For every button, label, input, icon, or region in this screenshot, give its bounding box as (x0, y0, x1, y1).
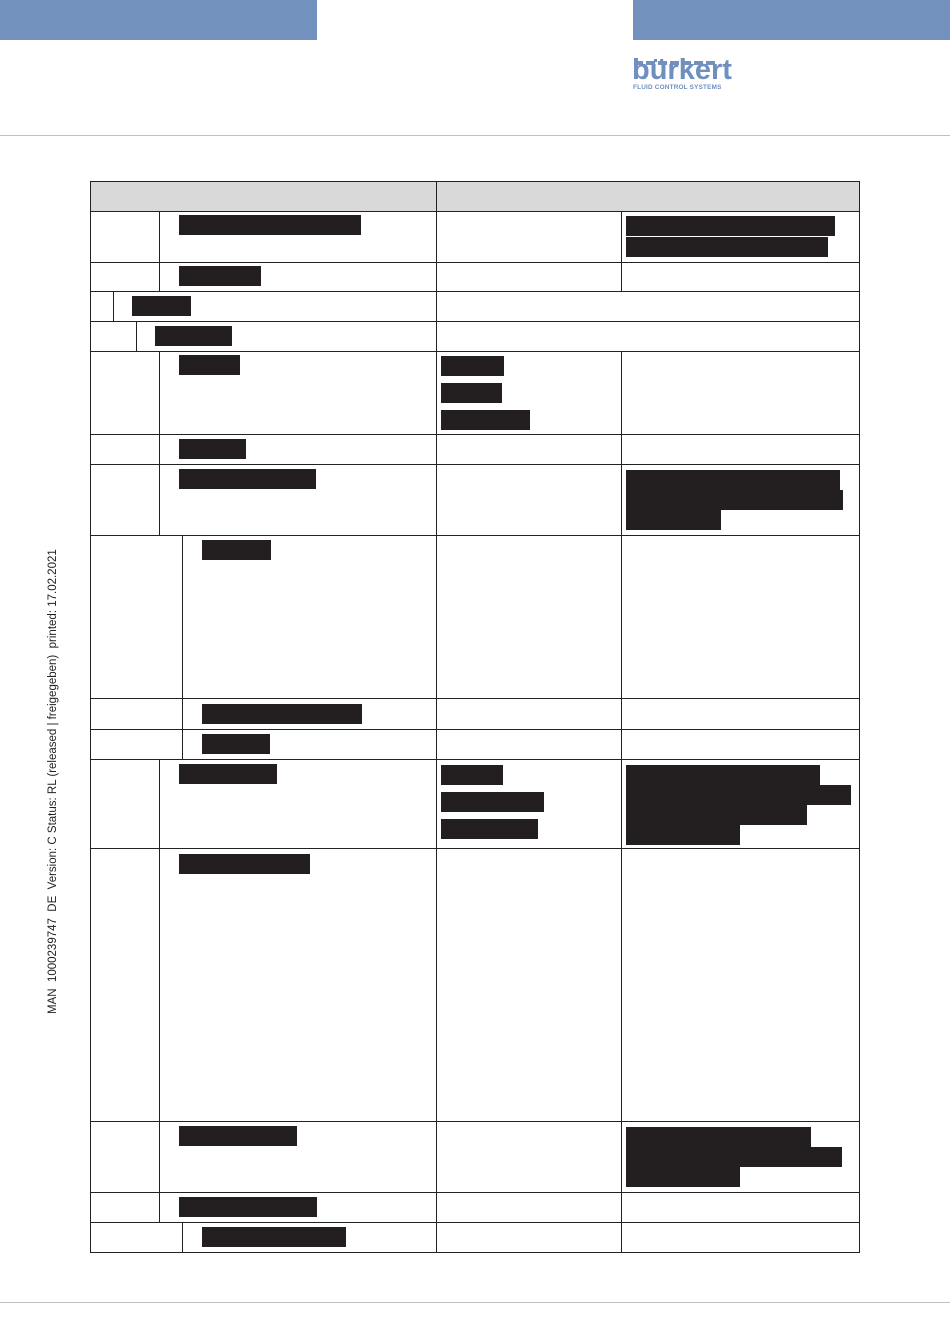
redacted-text (179, 355, 240, 375)
indent-line (159, 351, 160, 535)
redacted-text (441, 792, 544, 812)
header-band-right (633, 0, 950, 40)
table-border-left (90, 181, 91, 1253)
redacted-text (179, 1197, 317, 1217)
row-divider (90, 434, 860, 435)
indent-line (159, 262, 160, 291)
redacted-text (441, 819, 538, 839)
redacted-text (179, 1126, 297, 1146)
redacted-text (179, 439, 246, 459)
indent-line (113, 291, 114, 321)
table-border-right (859, 181, 860, 1253)
redacted-text (626, 1147, 842, 1167)
redacted-text (179, 469, 316, 489)
header-band-left (0, 0, 317, 40)
table-header-row (90, 181, 860, 211)
row-divider (90, 291, 860, 292)
row-divider (90, 262, 860, 263)
indent-line (182, 535, 183, 759)
redacted-text (626, 825, 740, 845)
redacted-text (179, 215, 361, 235)
table-border-bottom (90, 1252, 860, 1253)
column-divider (436, 181, 437, 1253)
row-divider (90, 211, 860, 212)
redacted-text (441, 765, 503, 785)
redacted-text (132, 296, 191, 316)
redacted-text (626, 805, 807, 825)
redacted-text (441, 410, 530, 430)
row-divider (90, 729, 860, 730)
document-status-text: MAN 1000239747 DE Version: C Status: RL (released | freigegeben) printed: 17.02.2021 (47, 549, 59, 1014)
redacted-text (179, 854, 310, 874)
brand-logo (632, 52, 732, 96)
redacted-text (626, 1167, 740, 1187)
row-divider (90, 698, 860, 699)
row-divider (90, 1222, 860, 1223)
redacted-text (179, 266, 261, 286)
row-divider (90, 351, 860, 352)
brand-name: bürkert (632, 54, 732, 86)
indent-line (159, 759, 160, 1222)
row-divider (90, 535, 860, 536)
row-divider (90, 464, 860, 465)
footer-divider (0, 1302, 950, 1303)
redacted-text (202, 540, 271, 560)
redacted-text (626, 785, 851, 805)
redacted-text (626, 216, 835, 236)
table-border-top (90, 181, 860, 182)
redacted-text (626, 470, 840, 490)
row-divider (90, 1121, 860, 1122)
row-divider (90, 1192, 860, 1193)
redacted-text (626, 237, 828, 257)
row-divider (90, 759, 860, 760)
brand-tagline: FLUID CONTROL SYSTEMS (633, 84, 722, 91)
parameter-table (90, 181, 860, 1253)
header-divider (0, 135, 950, 136)
redacted-text (626, 1127, 811, 1147)
redacted-text (626, 490, 843, 510)
redacted-text (626, 765, 820, 785)
redacted-text (202, 704, 362, 724)
redacted-text (179, 764, 277, 784)
redacted-text (202, 1227, 346, 1247)
indent-line (159, 211, 160, 262)
redacted-text (626, 510, 721, 530)
row-divider (90, 848, 860, 849)
redacted-text (155, 326, 232, 346)
column-divider (621, 211, 622, 291)
redacted-text (202, 734, 270, 754)
redacted-text (441, 356, 504, 376)
row-divider (90, 321, 860, 322)
indent-line (136, 321, 137, 351)
column-divider (621, 351, 622, 1253)
redacted-text (441, 383, 502, 403)
indent-line (182, 1222, 183, 1252)
